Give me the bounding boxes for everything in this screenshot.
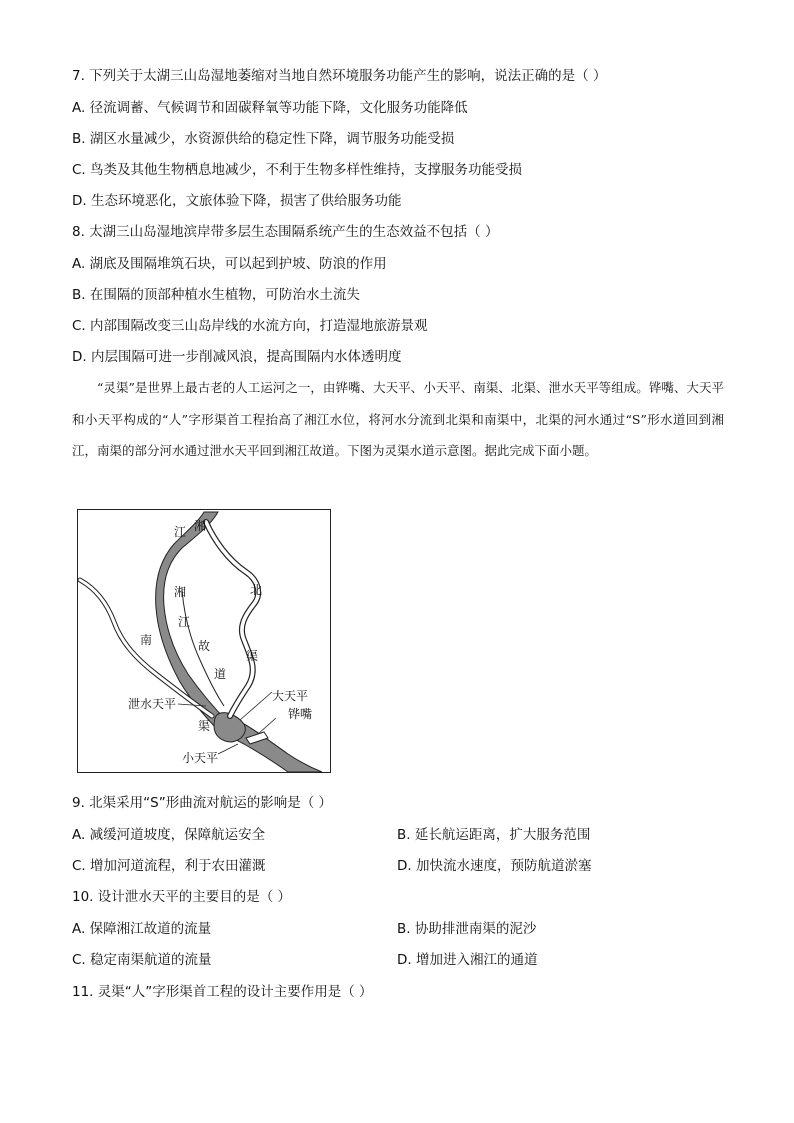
q8-option-d: D. 内层围隔可进一步削减风浪，提高围隔内水体透明度 bbox=[72, 349, 402, 365]
north-canal-outline bbox=[206, 522, 258, 716]
label-datianping: 大天平 bbox=[272, 689, 309, 703]
q10-option-b: B. 协助排泄南渠的泥沙 bbox=[397, 921, 537, 937]
q7-option-b: B. 湖区水量减少，水资源供给的稳定性下降，调节服务功能受损 bbox=[72, 131, 455, 147]
q8-stem: 8. 太湖三山岛湿地滨岸带多层生态围隔系统产生的生态效益不包括（ ） bbox=[72, 224, 499, 240]
q9-option-c: C. 增加河道流程，利于农田灌溉 bbox=[72, 858, 266, 874]
leader-huazui bbox=[258, 718, 276, 734]
q10-option-a: A. 保障湘江故道的流量 bbox=[72, 921, 212, 937]
reading-passage: “灵渠”是世界上最古老的人工运河之一，由铧嘴、大天平、小天平、南渠、北渠、泄水天平等组成。铧嘴、大天平和小天平构成的“人”字形渠首工程抬高了湘江水位，将河水分流到北渠和南渠中，北渠的河水通过“S”形水道回到湘江，南渠的部分河水通过泄水天平回到湘江故道。下图为灵渠水道示意图。据此完成下面小题。 bbox=[72, 380, 724, 458]
label-nan: 南 bbox=[140, 633, 153, 647]
label-xiang-2: 湘 bbox=[174, 585, 187, 599]
label-bei: 北 bbox=[250, 583, 263, 597]
leader-xiaotianping bbox=[218, 744, 238, 754]
q10-option-c: C. 稳定南渠航道的流量 bbox=[72, 952, 212, 968]
label-xiang-1: 湘 bbox=[194, 519, 207, 533]
label-dao: 道 bbox=[214, 667, 227, 681]
q7-option-c: C. 鸟类及其他生物栖息地减少，不利于生物多样性维持，支撑服务功能受损 bbox=[72, 162, 523, 178]
lingqu-waterway-map bbox=[77, 509, 331, 773]
q7-option-a: A. 径流调蓄、气候调节和固碳释氧等功能下降，文化服务功能降低 bbox=[72, 100, 468, 116]
q9-option-b: B. 延长航运距离，扩大服务范围 bbox=[397, 827, 591, 843]
q8-option-c: C. 内部围隔改变三山岛岸线的水流方向，打造湿地旅游景观 bbox=[72, 318, 428, 334]
q8-option-b: B. 在围隔的顶部种植水生植物，可防治水土流失 bbox=[72, 287, 360, 303]
label-qu-north: 渠 bbox=[246, 649, 259, 663]
q9-stem: 9. 北渠采用“S”形曲流对航运的影响是（ ） bbox=[72, 795, 333, 811]
q8-option-a: A. 湖底及围隔堆筑石块，可以起到护坡、防浪的作用 bbox=[72, 256, 387, 272]
label-xiaotianping: 小天平 bbox=[182, 751, 219, 765]
label-jiang-2: 江 bbox=[178, 615, 191, 629]
label-jiang-1: 江 bbox=[174, 525, 187, 539]
q9-option-d: D. 加快流水速度，预防航道淤塞 bbox=[397, 858, 592, 874]
q10-stem: 10. 设计泄水天平的主要目的是（ ） bbox=[72, 889, 292, 905]
q9-option-a: A. 减缓河道坡度，保障航运安全 bbox=[72, 827, 266, 843]
q11-stem: 11. 灵渠“人”字形渠首工程的设计主要作用是（ ） bbox=[72, 984, 373, 1000]
q7-stem: 7. 下列关于太湖三山岛湿地萎缩对当地自然环境服务功能产生的影响，说法正确的是（ ） bbox=[72, 68, 607, 84]
q10-option-d: D. 增加进入湘江的通道 bbox=[397, 952, 538, 968]
label-qu-south: 渠 bbox=[198, 719, 211, 733]
label-xieshui-tianping: 泄水天平 bbox=[128, 697, 177, 711]
map-drawing bbox=[78, 510, 330, 772]
label-huazui: 铧嘴 bbox=[288, 707, 313, 721]
label-gu: 故 bbox=[198, 639, 211, 653]
q7-option-d: D. 生态环境恶化，文旅体验下降，损害了供给服务功能 bbox=[72, 193, 402, 209]
